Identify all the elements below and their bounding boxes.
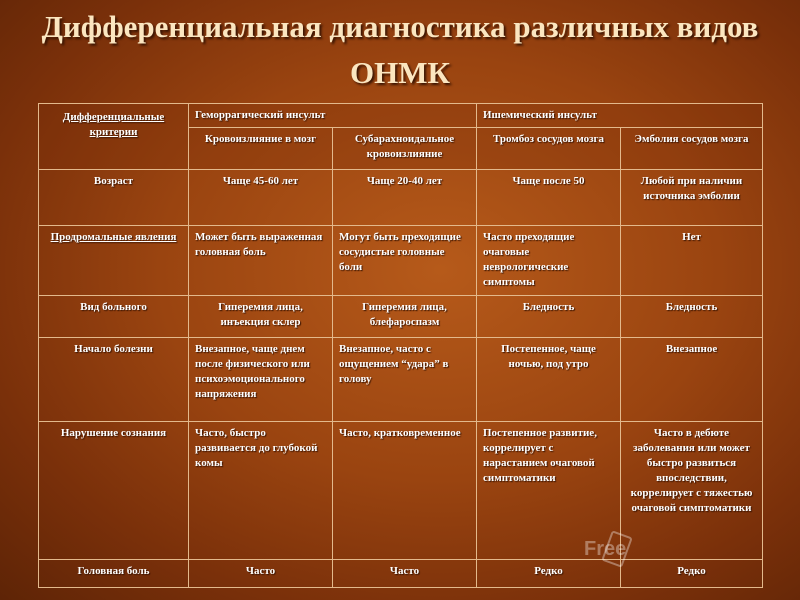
row-label: Нарушение сознания: [39, 422, 189, 560]
criteria-header: Дифференциальные критерии: [39, 104, 189, 170]
row-label: Продромальные явления: [39, 226, 189, 296]
table-cell: Часто: [333, 560, 477, 588]
watermark: Free: [584, 538, 627, 560]
row-label: Возраст: [39, 170, 189, 226]
page-title: Дифференциальная диагностика различных видов ОНМК: [41, 9, 759, 90]
diagnosis-table: [38, 103, 763, 588]
table-row: [39, 338, 763, 422]
subheader-subarachnoid: Субарахноидальное кровоизлияние: [333, 128, 477, 170]
subheader-thrombosis: Тромбоз сосудов мозга: [477, 128, 621, 170]
table-cell: Часто, быстро развивается до глубокой комы: [189, 422, 333, 560]
table-cell: Гиперемия лица, инъекция склер: [189, 296, 333, 338]
table-cell: Может быть выраженная головная боль: [189, 226, 333, 296]
table-cell: Нет: [621, 226, 763, 296]
table-cell: Часто: [189, 560, 333, 588]
table-row: [39, 296, 763, 338]
table-cell: Чаще после 50: [477, 170, 621, 226]
table-cell: Бледность: [477, 296, 621, 338]
header-row-1: [39, 104, 763, 128]
table-row: [39, 422, 763, 560]
table-row: [39, 226, 763, 296]
row-label: Вид больного: [39, 296, 189, 338]
table-cell: Часто в дебюте заболевания или может быстро развиться впоследствии, коррелирует с тяжестью очаговой симптоматики: [621, 422, 763, 560]
subheader-hemorrhage: Кровоизлияние в мозг: [189, 128, 333, 170]
table-cell: Любой при наличии источника эмболии: [621, 170, 763, 226]
table-cell: Внезапное, часто с ощущением “удара” в голову: [333, 338, 477, 422]
table-cell: Бледность: [621, 296, 763, 338]
ischemic-header: Ишемический инсульт: [477, 104, 763, 128]
table-row: [39, 560, 763, 588]
table-cell: Редко: [477, 560, 621, 588]
table-cell: Чаще 20-40 лет: [333, 170, 477, 226]
table-cell: Внезапное, чаще днем после физического или психоэмоционального напряжения: [189, 338, 333, 422]
table-cell: Гиперемия лица, блефароспазм: [333, 296, 477, 338]
table-cell: Постепенное развитие, коррелирует с нарастанием очаговой симптоматики: [477, 422, 621, 560]
table-row: [39, 170, 763, 226]
table-cell: Часто, кратковременное: [333, 422, 477, 560]
table-cell: Внезапное: [621, 338, 763, 422]
hemorrhagic-header: Геморрагический инсульт: [189, 104, 477, 128]
table-cell: Постепенное, чаще ночью, под утро: [477, 338, 621, 422]
row-label: Начало болезни: [39, 338, 189, 422]
table-cell: Чаще 45-60 лет: [189, 170, 333, 226]
subheader-embolism: Эмболия сосудов мозга: [621, 128, 763, 170]
table-cell: Редко: [621, 560, 763, 588]
table-cell: Могут быть преходящие сосудистые головные боли: [333, 226, 477, 296]
row-label: Головная боль: [39, 560, 189, 588]
table-cell: Часто преходящие очаговые неврологические симптомы: [477, 226, 621, 296]
